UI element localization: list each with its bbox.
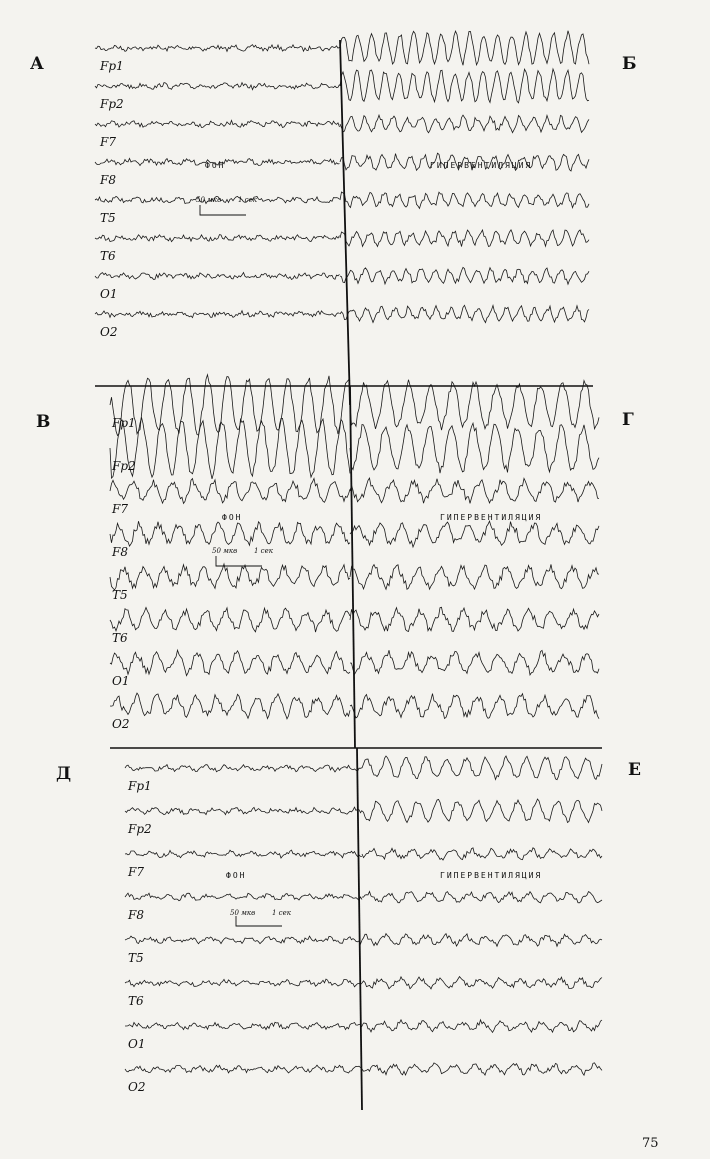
hyperventilation-label-0: ГИПЕРВЕНТИЛЯЦИЯ	[430, 161, 533, 170]
trace-hv-2-2	[362, 848, 602, 860]
page-number: 75	[642, 1136, 659, 1151]
condition-divider-2	[350, 386, 355, 748]
trace-hv-2-1	[362, 799, 602, 823]
trace-hv-0-5	[340, 230, 589, 247]
scale-bar-1	[216, 556, 262, 566]
lead-label-1-1: Fp2	[112, 459, 136, 473]
trace-hv-0-0	[340, 31, 589, 66]
trace-hv-2-3	[362, 892, 602, 903]
scale-time-1: 1 сек	[254, 547, 273, 555]
lead-label-0-2: F7	[100, 135, 116, 149]
trace-hv-1-5	[350, 607, 599, 631]
scale-bar-0	[200, 205, 246, 215]
trace-bg-0-7	[95, 311, 340, 318]
trace-bg-1-4	[110, 564, 350, 590]
trace-hv-2-7	[362, 1063, 602, 1075]
background-label-0: ФОН	[205, 161, 226, 170]
scale-voltage-2: 50 мкв	[230, 909, 256, 917]
lead-label-0-7: O2	[100, 325, 118, 339]
trace-bg-1-7	[110, 693, 350, 719]
trace-hv-2-0	[362, 756, 602, 780]
trace-hv-1-7	[350, 694, 599, 719]
lead-label-0-1: Fp2	[100, 97, 124, 111]
scale-time-2: 1 сек	[272, 909, 291, 917]
trace-bg-1-5	[110, 608, 350, 633]
lead-label-0-0: Fp1	[100, 59, 124, 73]
trace-hv-0-4	[340, 192, 589, 208]
lead-label-2-2: F7	[128, 865, 144, 879]
trace-bg-2-2	[125, 850, 362, 858]
lead-label-0-3: F8	[100, 173, 116, 187]
trace-bg-0-6	[95, 273, 340, 280]
lead-label-2-4: T5	[128, 951, 144, 965]
trace-hv-1-6	[350, 650, 599, 675]
trace-bg-2-5	[125, 979, 362, 987]
lead-label-1-7: O2	[112, 717, 130, 731]
trace-hv-1-3	[350, 521, 599, 547]
background-label-1: ФОН	[222, 513, 243, 522]
lead-label-2-0: Fp1	[128, 779, 152, 793]
trace-bg-1-2	[110, 478, 350, 503]
trace-hv-1-1	[350, 423, 599, 473]
lead-label-0-6: O1	[100, 287, 118, 301]
trace-hv-1-4	[350, 564, 599, 589]
trace-hv-0-6	[340, 267, 589, 284]
scale-voltage-0: 50 мкв	[196, 196, 222, 204]
trace-bg-1-3	[110, 521, 350, 546]
lead-label-0-5: T6	[100, 249, 116, 263]
trace-bg-2-1	[125, 807, 362, 815]
trace-bg-2-6	[125, 1022, 362, 1029]
lead-label-1-5: T6	[112, 631, 128, 645]
trace-bg-0-1	[95, 83, 340, 90]
background-label-2: ФОН	[226, 871, 247, 880]
trace-bg-2-4	[125, 936, 362, 944]
condition-divider-3	[357, 748, 362, 1110]
panel-letter-v: В	[36, 412, 51, 432]
lead-label-1-3: F8	[112, 545, 128, 559]
lead-label-2-5: T6	[128, 994, 144, 1008]
trace-bg-0-5	[95, 235, 340, 242]
lead-label-0-4: T5	[100, 211, 116, 225]
trace-hv-1-0	[350, 380, 599, 430]
scale-voltage-1: 50 мкв	[212, 547, 238, 555]
trace-hv-2-5	[362, 977, 602, 989]
panel-letter-b: Б	[622, 54, 637, 74]
trace-bg-1-0	[110, 375, 350, 436]
lead-label-2-1: Fp2	[128, 822, 152, 836]
trace-bg-1-6	[110, 650, 350, 675]
hyperventilation-label-1: ГИПЕРВЕНТИЛЯЦИЯ	[440, 513, 543, 522]
trace-bg-2-3	[125, 893, 362, 901]
trace-bg-2-7	[125, 1065, 362, 1073]
lead-label-1-0: Fp1	[112, 416, 136, 430]
lead-label-2-3: F8	[128, 908, 144, 922]
panel-letter-a: А	[30, 54, 44, 74]
hyperventilation-label-2: ГИПЕРВЕНТИЛЯЦИЯ	[440, 871, 543, 880]
trace-bg-1-1	[110, 417, 350, 479]
trace-bg-2-0	[125, 765, 362, 772]
trace-bg-0-2	[95, 120, 340, 127]
lead-label-1-2: F7	[112, 502, 128, 516]
lead-label-1-4: T5	[112, 588, 128, 602]
trace-hv-0-7	[340, 305, 589, 322]
lead-label-1-6: O1	[112, 674, 130, 688]
trace-hv-0-2	[340, 115, 589, 133]
trace-hv-2-6	[362, 1020, 602, 1033]
panel-letter-g: Г	[622, 410, 634, 430]
lead-label-2-6: O1	[128, 1037, 146, 1051]
scale-time-0: 1 сек	[238, 196, 257, 204]
trace-hv-0-1	[340, 69, 589, 103]
lead-label-2-7: O2	[128, 1080, 146, 1094]
trace-hv-1-2	[350, 478, 599, 503]
scale-bar-2	[236, 916, 282, 926]
panel-letter-e: Е	[628, 760, 641, 780]
trace-bg-0-0	[95, 45, 340, 52]
panel-letter-d: Д	[56, 764, 72, 784]
trace-hv-2-4	[362, 934, 602, 947]
